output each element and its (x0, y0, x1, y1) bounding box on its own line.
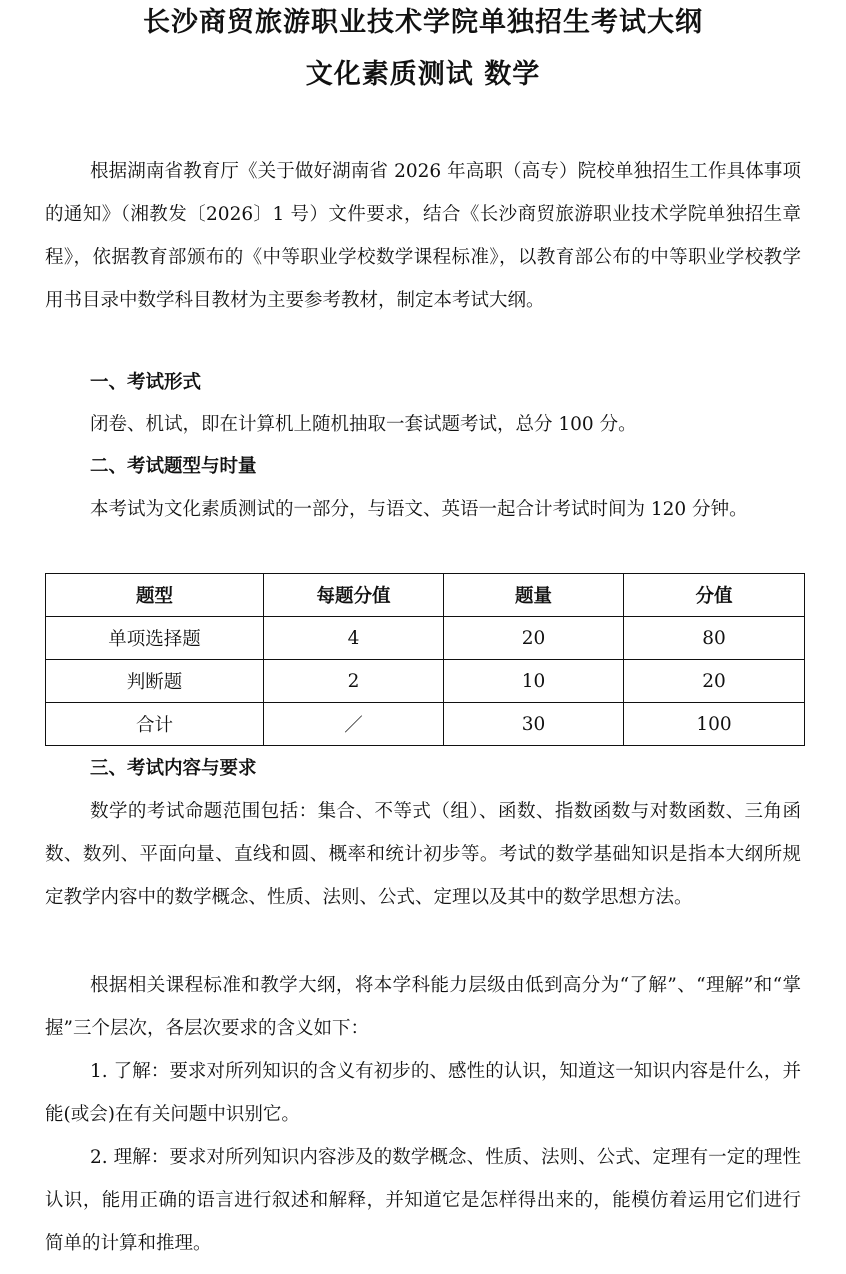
table-cell: 2 (264, 660, 444, 703)
table-header-cell: 分值 (624, 574, 805, 617)
table-header-cell: 题型 (46, 574, 264, 617)
section-heading-content-requirements: 三、考试内容与要求 (90, 758, 257, 779)
document-title: 长沙商贸旅游职业技术学院单独招生考试大纲 (143, 7, 703, 38)
table-cell: 单项选择题 (46, 617, 264, 660)
table-cell: 合计 (46, 703, 264, 746)
table-cell: 4 (264, 617, 444, 660)
table-row (46, 703, 805, 746)
content-paragraph-understand-basic: 1. 了解：要求对所列知识的含义有初步的、感性的认识，知道这一知识内容是什么，并能(或会)在有关问题中识别它。 (45, 1061, 801, 1125)
table-cell: ／ (264, 703, 444, 746)
intro-paragraph: 根据湖南省教育厅《关于做好湖南省 2026 年高职（高专）院校单独招生工作具体事项的通知》（湘教发〔2026〕1 号）文件要求，结合《长沙商贸旅游职业技术学院单独招生章程》，依据教育部颁布的《中等职业学校数学课程标准》，以教育部公布的中等职业学校教学用书目录中数学科目教材为主要参考教材，制定本考试大纲。 (45, 161, 801, 311)
table-header-cell: 题量 (444, 574, 624, 617)
table-cell: 80 (624, 617, 805, 660)
document-subtitle: 文化素质测试 数学 (305, 59, 541, 90)
table-cell: 30 (444, 703, 624, 746)
table-header-cell: 每题分值 (264, 574, 444, 617)
content-paragraph-levels: 根据相关课程标准和教学大纲，将本学科能力层级由低到高分为“了解”、“理解”和“掌握”三个层次，各层次要求的含义如下： (45, 975, 801, 1039)
table-cell: 20 (444, 617, 624, 660)
section-heading-exam-form: 一、考试形式 (90, 372, 202, 393)
score-table (45, 573, 805, 746)
section-heading-question-types: 二、考试题型与时量 (90, 456, 257, 477)
table-header-row (46, 574, 805, 617)
table-row (46, 617, 805, 660)
table-cell: 20 (624, 660, 805, 703)
table-cell: 100 (624, 703, 805, 746)
table-cell: 判断题 (46, 660, 264, 703)
content-paragraph-comprehend: 2. 理解：要求对所列知识内容涉及的数学概念、性质、法则、公式、定理有一定的理性认识，能用正确的语言进行叙述和解释，并知道它是怎样得出来的，能模仿着运用它们进行简单的计算和推理。 (45, 1147, 801, 1254)
question-types-paragraph: 本考试为文化素质测试的一部分，与语文、英语一起合计考试时间为 120 分钟。 (90, 499, 748, 520)
content-paragraph-scope: 数学的考试命题范围包括：集合、不等式（组）、函数、指数函数与对数函数、三角函数、数列、平面向量、直线和圆、概率和统计初步等。考试的数学基础知识是指本大纲所规定教学内容中的数学概念、性质、法则、公式、定理以及其中的数学思想方法。 (45, 801, 801, 908)
table-row (46, 660, 805, 703)
exam-form-paragraph: 闭卷、机试，即在计算机上随机抽取一套试题考试，总分 100 分。 (90, 414, 637, 435)
table-cell: 10 (444, 660, 624, 703)
